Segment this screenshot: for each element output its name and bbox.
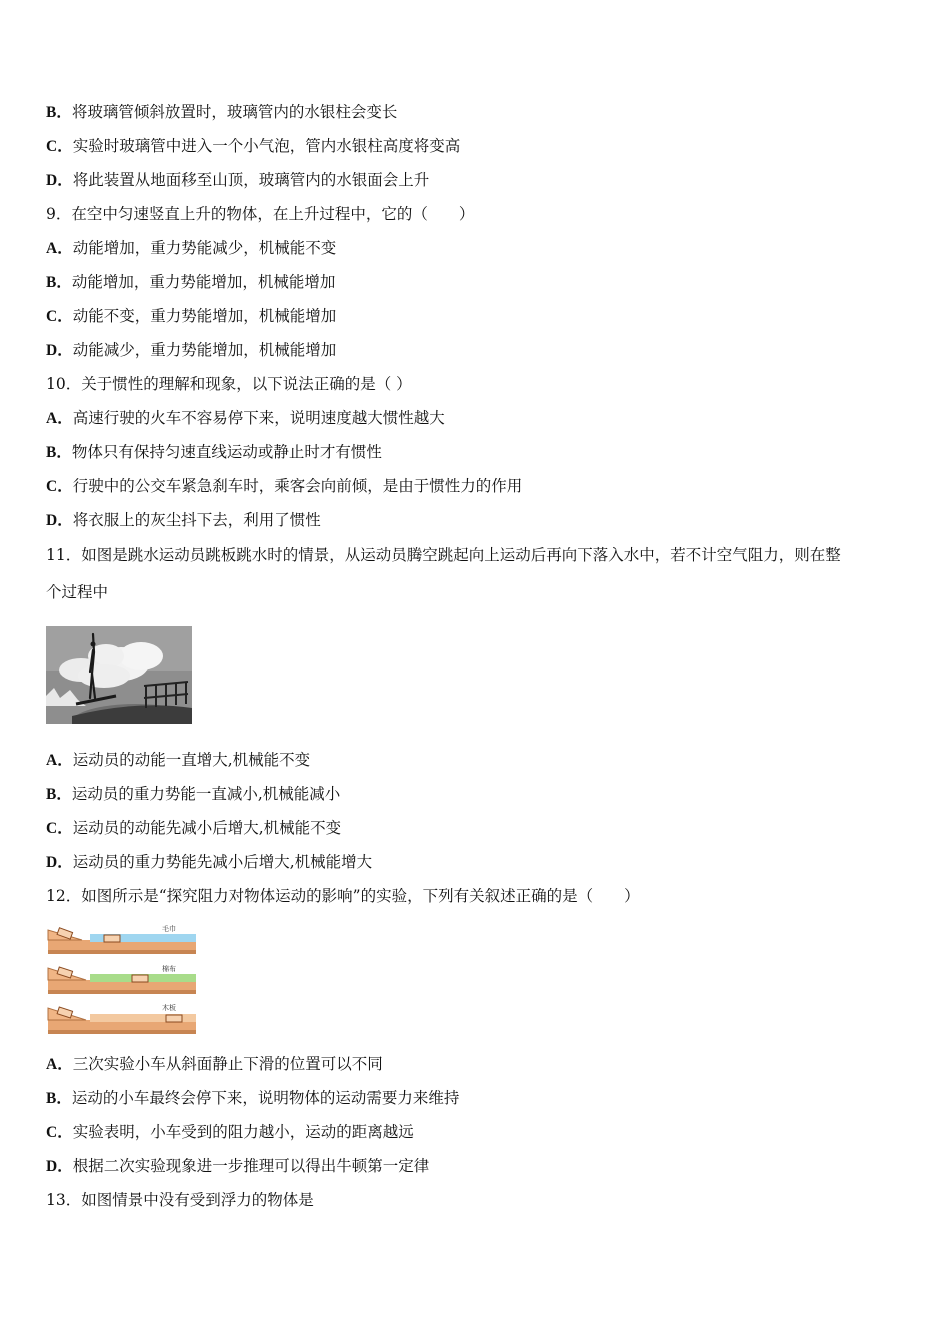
q12-option-d: D．根据二次实验现象进一步推理可以得出牛顿第一定律	[46, 1157, 430, 1175]
ramp-wood	[48, 1003, 196, 1034]
q9-option-b: B．动能增加，重力势能增加，机械能增加	[46, 273, 336, 291]
q11-option-a: A．运动员的动能一直增大,机械能不变	[46, 751, 311, 769]
q9-stem: 9．在空中匀速竖直上升的物体，在上升过程中，它的（ ）	[46, 205, 475, 223]
q9-option-a: A．动能增加，重力势能减少，机械能不变	[46, 239, 337, 257]
q12-option-b: B．运动的小车最终会停下来，说明物体的运动需要力来维持	[46, 1089, 460, 1107]
friction-ramps-figure	[46, 922, 202, 1034]
q12-option-a: A．三次实验小车从斜面静止下滑的位置可以不同	[46, 1055, 383, 1073]
q11-option-b: B．运动员的重力势能一直减小,机械能减小	[46, 785, 341, 803]
ramp-towel	[48, 924, 196, 954]
q8-option-d: D．将此装置从地面移至山顶，玻璃管内的水银面会上升	[46, 171, 430, 189]
q11-stem-line2: 个过程中	[46, 583, 109, 601]
q10-option-c: C．行驶中的公交车紧急刹车时，乘客会向前倾，是由于惯性力的作用	[46, 477, 523, 495]
label-towel: 毛巾	[162, 925, 176, 933]
q10-stem: 10．关于惯性的理解和现象，以下说法正确的是（ ）	[46, 375, 412, 393]
q11-option-c: C．运动员的动能先减小后增大,机械能不变	[46, 819, 342, 837]
q8-option-b: B．将玻璃管倾斜放置时，玻璃管内的水银柱会变长	[46, 103, 398, 121]
q12-stem: 12．如图所示是“探究阻力对物体运动的影响”的实验，下列有关叙述正确的是（ ）	[46, 887, 640, 905]
label-cotton: 棉布	[162, 965, 176, 973]
q11-stem-line1: 11．如图是跳水运动员跳板跳水时的情景，从运动员腾空跳起向上运动后再向下落入水中，若不计空气阻力，则在整	[46, 546, 841, 564]
q10-option-b: B．物体只有保持匀速直线运动或静止时才有惯性	[46, 443, 382, 461]
diving-figure	[46, 626, 192, 724]
q9-option-d: D．动能减少，重力势能增加，机械能增加	[46, 341, 337, 359]
q10-option-d: D．将衣服上的灰尘抖下去，利用了惯性	[46, 511, 321, 529]
q10-option-a: A．高速行驶的火车不容易停下来，说明速度越大惯性越大	[46, 409, 445, 427]
ramp-cotton	[48, 964, 196, 994]
q8-option-c: C．实验时玻璃管中进入一个小气泡，管内水银柱高度将变高	[46, 137, 461, 155]
q11-option-d: D．运动员的重力势能先减小后增大,机械能增大	[46, 853, 373, 871]
q13-stem: 13．如图情景中没有受到浮力的物体是	[46, 1191, 314, 1209]
q9-option-c: C．动能不变，重力势能增加，机械能增加	[46, 307, 337, 325]
q12-option-c: C．实验表明，小车受到的阻力越小，运动的距离越远	[46, 1123, 414, 1141]
label-wood: 木板	[162, 1004, 176, 1012]
